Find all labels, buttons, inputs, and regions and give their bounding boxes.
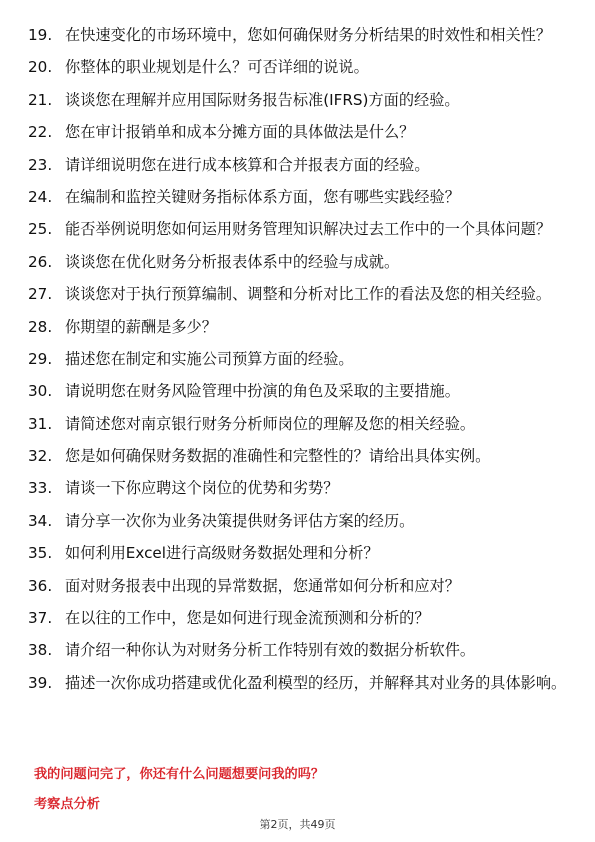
question-number: 38.: [28, 641, 53, 660]
list-item: [28, 283, 573, 305]
list-item: [28, 607, 573, 629]
closing-question: 我的问题问完了，你还有什么问题想要问我的吗？: [34, 767, 325, 782]
question-text: 在快速变化的市场环境中，您如何确保财务分析结果的时效性和相关性？: [65, 26, 551, 44]
question-text: 请详细说明您在进行成本核算和合并报表方面的经验。: [65, 155, 430, 174]
question-number: 23.: [28, 155, 53, 174]
question-number: 35.: [28, 544, 53, 563]
question-text: 您是如何确保财务数据的准确性和完整性的？请给出具体实例。: [65, 447, 491, 466]
list-item: [28, 24, 573, 46]
question-list: [28, 24, 573, 704]
question-text: 谈谈您在理解并应用国际财务报告标准(IFRS)方面的经验。: [65, 90, 460, 109]
list-item: [28, 56, 573, 78]
question-text: 您在审计报销单和成本分摊方面的具体做法是什么？: [65, 123, 415, 142]
list-item: [28, 445, 573, 467]
question-number: 32.: [28, 447, 53, 466]
list-item: [28, 186, 573, 208]
question-text: 请介绍一种你认为对财务分析工作特别有效的数据分析软件。: [65, 641, 476, 660]
question-number: 25.: [28, 220, 53, 239]
list-item: [28, 380, 573, 402]
list-item: [28, 672, 573, 694]
question-number: 39.: [28, 673, 53, 692]
question-number: 20.: [28, 58, 53, 77]
list-item: [28, 348, 573, 370]
question-number: 34.: [28, 511, 53, 530]
list-item: [28, 251, 573, 273]
list-item: [28, 575, 573, 597]
list-item: [28, 477, 573, 499]
question-number: 27.: [28, 285, 53, 304]
list-item: [28, 218, 573, 240]
list-item: [28, 413, 573, 435]
question-text: 请说明您在财务风险管理中扮演的角色及采取的主要措施。: [65, 382, 460, 401]
question-text: 你整体的职业规划是什么？可否详细的说说。: [65, 58, 369, 77]
question-text: 描述您在制定和实施公司预算方面的经验。: [65, 349, 354, 368]
question-number: 37.: [28, 609, 53, 628]
question-number: 31.: [28, 414, 53, 433]
list-item: [28, 510, 573, 532]
question-text: 谈谈您在优化财务分析报表体系中的经验与成就。: [65, 252, 400, 271]
question-text: 如何利用Excel进行高级财务数据处理和分析？: [65, 544, 379, 563]
question-text: 在编制和监控关键财务指标体系方面，您有哪些实践经验？: [65, 187, 460, 206]
question-number: 26.: [28, 252, 53, 271]
list-item: [28, 89, 573, 111]
question-text: 请简述您对南京银行财务分析师岗位的理解及您的相关经验。: [65, 414, 476, 433]
question-text: 描述一次你成功搭建或优化盈利模型的经历，并解释其对业务的具体影响。: [65, 673, 567, 692]
question-number: 36.: [28, 576, 53, 595]
list-item: [28, 542, 573, 564]
list-item: [28, 121, 573, 143]
question-number: 21.: [28, 90, 53, 109]
question-text: 能否举例说明您如何运用财务管理知识解决过去工作中的一个具体问题？: [65, 220, 551, 239]
question-number: 29.: [28, 349, 53, 368]
question-text: 在以往的工作中，您是如何进行现金流预测和分析的？: [65, 609, 430, 628]
question-number: 22.: [28, 123, 53, 142]
question-text: 谈谈您对于执行预算编制、调整和分析对比工作的看法及您的相关经验。: [65, 285, 551, 304]
list-item: [28, 316, 573, 338]
page-footer: 第2页，共49页: [259, 818, 336, 831]
question-text: 面对财务报表中出现的异常数据，您通常如何分析和应对？: [65, 576, 460, 595]
question-text: 你期望的薪酬是多少？: [65, 317, 217, 336]
question-text: 请分享一次你为业务决策提供财务评估方案的经历。: [65, 511, 415, 530]
list-item: [28, 154, 573, 176]
question-text: 请谈一下你应聘这个岗位的优势和劣势？: [65, 479, 339, 498]
question-number: 28.: [28, 317, 53, 336]
question-number: 30.: [28, 382, 53, 401]
section-heading: 考察点分析: [34, 797, 100, 812]
question-number: 19.: [28, 26, 53, 44]
list-item: [28, 639, 573, 661]
question-number: 33.: [28, 479, 53, 498]
question-number: 24.: [28, 187, 53, 206]
